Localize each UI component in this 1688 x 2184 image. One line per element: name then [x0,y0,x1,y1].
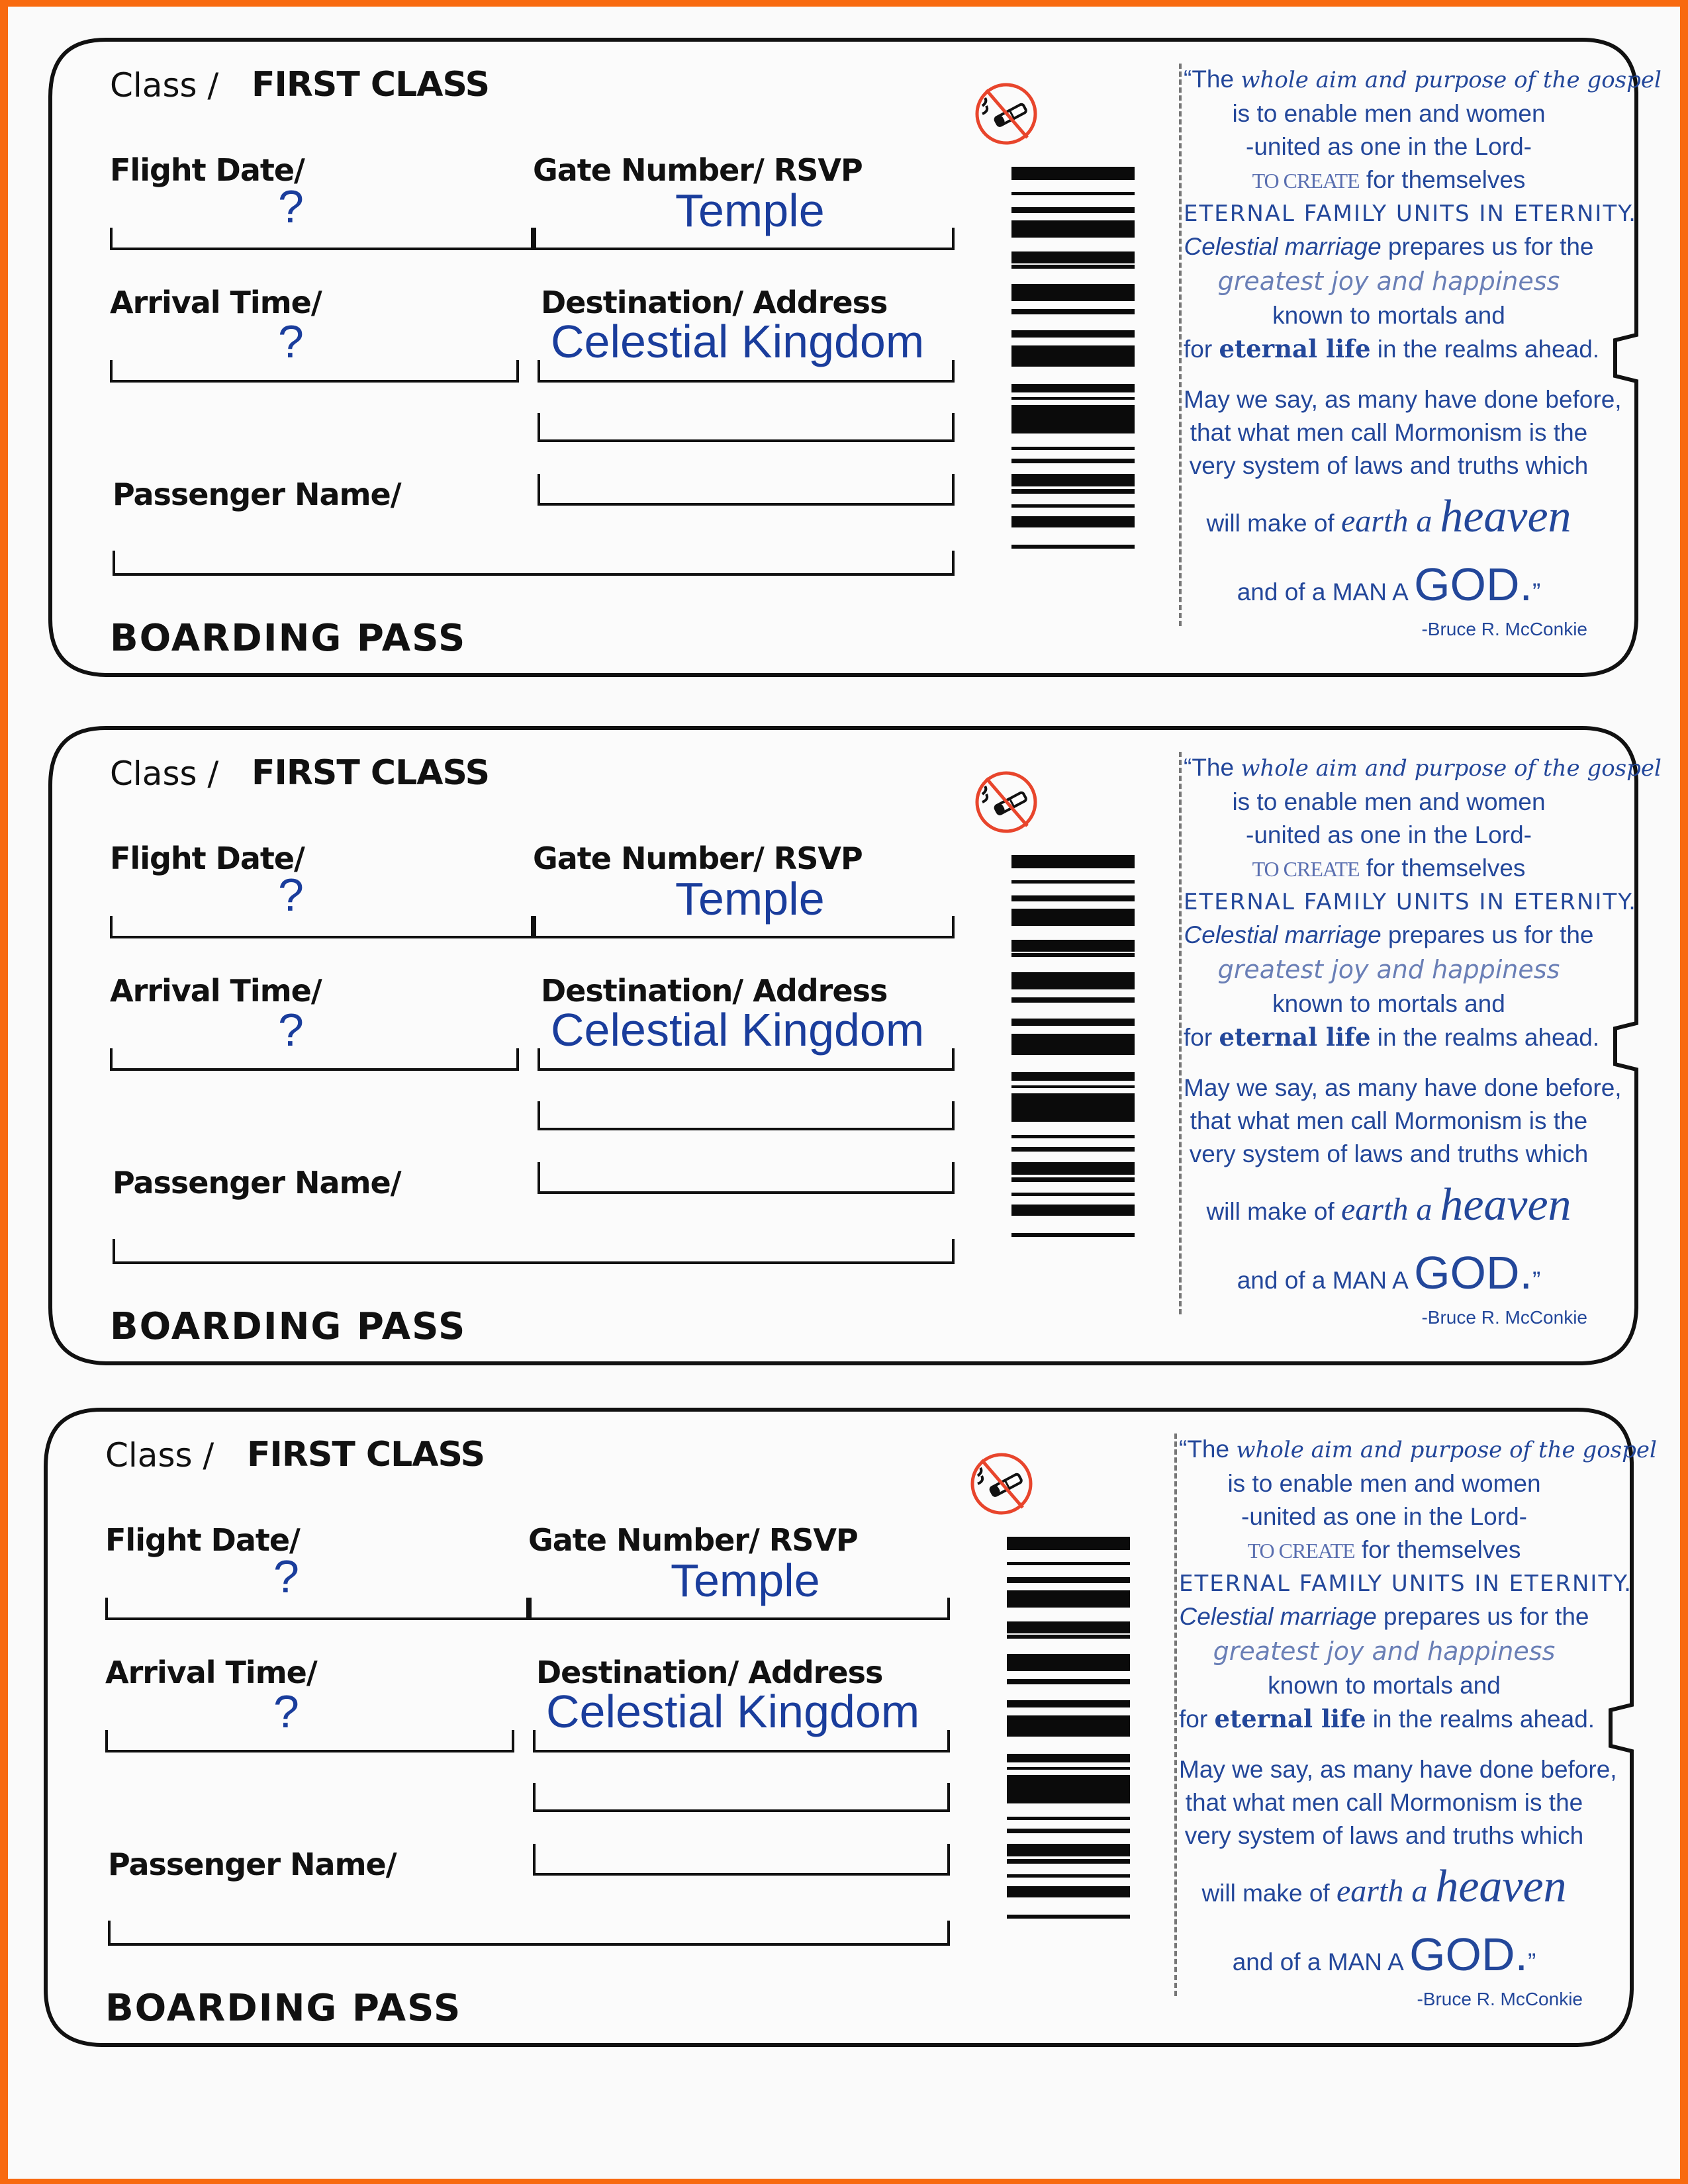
arrival-time-field[interactable] [110,360,519,383]
address-line-1-field[interactable] [538,413,955,442]
flight-date-value: ? [278,181,304,232]
boarding-pass-title: BOARDING PASS [110,1305,467,1348]
arrival-time-field[interactable] [105,1730,514,1752]
barcode-bar [1007,1915,1130,1919]
barcode-bar [1011,489,1135,494]
quote-line: for eternal life in the realms ahead. [1184,334,1600,363]
barcode-bar [1007,1829,1130,1833]
barcode-bar [1011,207,1135,213]
gate-label: Gate Number/ RSVP [533,841,863,876]
destination-field[interactable] [538,1048,955,1071]
barcode-bar [1007,1754,1130,1762]
quote-line: will make of earth a heaven [1206,491,1571,542]
arrival-time-value: ? [278,1004,304,1056]
flight-date-field[interactable] [105,1598,529,1620]
class-label: Class / [110,66,219,105]
quote-line: greatest joy and happiness [1217,267,1560,296]
quote-line: May we say, as many have done before, [1184,386,1622,413]
arrival-time-label: Arrival Time/ [110,973,322,1009]
barcode-bar [1007,1562,1130,1566]
barcode-bar [1011,397,1135,400]
address-line-2-field[interactable] [538,474,955,506]
barcode-bar [1007,1654,1130,1671]
arrival-time-label: Arrival Time/ [105,1655,317,1690]
barcode-bar [1007,1859,1130,1864]
class-label: Class / [105,1436,214,1475]
barcode-bar [1011,1034,1135,1055]
passenger-name-field[interactable] [113,1239,955,1264]
gate-value: Temple [671,1555,820,1606]
barcode-bar [1011,284,1135,301]
barcode-bar [1011,972,1135,989]
barcode-bar [1011,909,1135,926]
no-smoking-icon [973,769,1039,835]
barcode-bar [1011,309,1135,315]
barcode-bar [1011,405,1135,434]
barcode-bar [1011,855,1135,868]
barcode-bar [1007,1715,1130,1737]
barcode-bar [1007,1817,1130,1819]
quote-line: -united as one in the Lord- [1246,821,1532,848]
quote-line: and of a MAN A GOD.” [1237,559,1541,610]
quote-line: for eternal life in the realms ahead. [1184,1023,1600,1052]
address-line-2-field[interactable] [538,1162,955,1194]
barcode-bar [1011,1193,1135,1195]
flight-date-label: Flight Date/ [110,152,305,188]
barcode-bar [1011,345,1135,367]
barcode-bar [1011,1177,1135,1182]
no-smoking-icon [973,81,1039,147]
quote-line: will make of earth a heaven [1201,1861,1567,1912]
quote-line: -united as one in the Lord- [1241,1503,1527,1530]
destination-label: Destination/ Address [536,1655,883,1690]
gate-value: Temple [675,185,825,236]
flight-date-label: Flight Date/ [110,841,305,876]
quote-line: very system of laws and truths which [1189,1140,1589,1167]
quote-line: greatest joy and happiness [1213,1637,1556,1666]
boarding-pass-ticket-3 [42,1407,1657,2049]
quote-line: greatest joy and happiness [1217,955,1560,984]
gate-field[interactable] [534,228,955,250]
quote-line: that what men call Mormonism is the [1190,419,1588,446]
quote-line: May we say, as many have done before, [1184,1074,1622,1101]
destination-field[interactable] [538,360,955,383]
quote-line: that what men call Mormonism is the [1185,1789,1583,1816]
passenger-name-label: Passenger Name/ [108,1846,397,1882]
passenger-name-label: Passenger Name/ [113,1165,401,1201]
destination-label: Destination/ Address [541,973,888,1009]
quote-line: and of a MAN A GOD.” [1232,1929,1536,1980]
flight-date-label: Flight Date/ [105,1522,300,1558]
gate-value: Temple [675,873,825,925]
destination-label: Destination/ Address [541,285,888,320]
quote-line: known to mortals and [1272,990,1505,1017]
quote-line: very system of laws and truths which [1184,1822,1584,1849]
quote-citation: -Bruce R. McConkie [1417,1989,1583,2009]
barcode-bar [1011,330,1135,338]
address-line-2-field[interactable] [533,1844,950,1876]
gate-field[interactable] [529,1598,950,1620]
barcode-bar [1007,1621,1130,1634]
barcode-bar [1007,1874,1130,1877]
barcode-bar [1011,167,1135,180]
class-value: FIRST CLASS [252,753,490,793]
barcode-bar [1007,1775,1130,1804]
quote-line: known to mortals and [1272,302,1505,329]
barcode-bar [1011,1085,1135,1088]
barcode-bar [1011,220,1135,238]
barcode-bar [1007,1844,1130,1856]
barcode-bar [1007,1679,1130,1685]
quote-line: is to enable men and women [1232,100,1546,127]
barcode-bar [1011,545,1135,549]
class-label: Class / [110,754,219,793]
barcode-bar [1011,265,1135,269]
flight-date-field[interactable] [110,228,534,250]
barcode-bar [1011,516,1135,527]
barcode-bar [1011,251,1135,264]
barcode-bar [1011,1019,1135,1026]
barcode-bar [1007,1886,1130,1897]
arrival-time-field[interactable] [110,1048,519,1071]
quote-line: May we say, as many have done before, [1179,1756,1617,1783]
barcode-bar [1007,1537,1130,1550]
barcode-bar [1011,895,1135,901]
barcode-bar [1011,880,1135,884]
gate-label: Gate Number/ RSVP [533,152,863,188]
boarding-pass-ticket-1 [46,37,1662,679]
barcode-bar [1011,474,1135,486]
barcode-bar [1011,504,1135,507]
quote-line: TO CREATE for themselves [1252,854,1526,882]
quote-line: -united as one in the Lord- [1246,133,1532,160]
barcode-bar [1011,1147,1135,1152]
quote-line: for eternal life in the realms ahead. [1179,1704,1595,1733]
quote-line: is to enable men and women [1227,1470,1541,1497]
quote-line: TO CREATE for themselves [1247,1536,1521,1563]
quote-line: known to mortals and [1268,1672,1501,1699]
passenger-name-field[interactable] [113,551,955,576]
barcode-bar [1011,953,1135,957]
quote-citation: -Bruce R. McConkie [1421,1307,1587,1328]
boarding-pass-ticket-2 [46,725,1662,1367]
barcode-bar [1007,1577,1130,1583]
barcode-bar [1011,997,1135,1003]
boarding-pass-title: BOARDING PASS [105,1987,462,2030]
gate-label: Gate Number/ RSVP [528,1522,858,1558]
perforation-divider [1179,64,1182,626]
flight-date-field[interactable] [110,916,534,938]
class-value: FIRST CLASS [252,65,490,105]
quote-block [1179,1432,1657,2010]
quote-line: ETERNAL FAMILY UNITS IN ETERNITY. [1179,1570,1632,1597]
boarding-pass-title: BOARDING PASS [110,617,467,660]
address-line-1-field[interactable] [538,1101,955,1130]
quote-line: “The whole aim and purpose of the gospel [1184,754,1662,782]
destination-value: Celestial Kingdom [546,1686,920,1737]
barcode-bar [1007,1700,1130,1708]
quote-line: very system of laws and truths which [1189,452,1589,479]
barcode-bar [1011,1162,1135,1175]
destination-value: Celestial Kingdom [551,1004,925,1056]
perforation-divider [1174,1433,1177,1996]
flight-date-value: ? [278,869,304,921]
quote-line: Celestial marriage prepares us for the [1184,233,1594,260]
barcode-bar [1007,1635,1130,1639]
barcode-bar [1011,1233,1135,1237]
barcode-bar [1011,384,1135,392]
quote-line: ETERNAL FAMILY UNITS IN ETERNITY. [1184,889,1637,915]
arrival-time-value: ? [273,1686,299,1737]
barcode-bar [1011,192,1135,196]
arrival-time-value: ? [278,316,304,367]
quote-line: ETERNAL FAMILY UNITS IN ETERNITY. [1184,201,1637,227]
quote-citation: -Bruce R. McConkie [1421,619,1587,639]
destination-value: Celestial Kingdom [551,316,925,367]
barcode-bar [1011,1135,1135,1138]
passenger-name-label: Passenger Name/ [113,477,401,512]
barcode-bar [1011,1093,1135,1122]
quote-line: that what men call Mormonism is the [1190,1107,1588,1134]
barcode-bar [1011,1205,1135,1216]
address-line-1-field[interactable] [533,1783,950,1812]
quote-line: “The whole aim and purpose of the gospel [1184,66,1662,93]
quote-line: is to enable men and women [1232,788,1546,815]
quote-block [1184,62,1662,640]
barcode-bar [1011,447,1135,449]
quote-line: “The whole aim and purpose of the gospel [1179,1435,1657,1463]
barcode-bar [1011,940,1135,952]
barcode-bar [1011,459,1135,463]
arrival-time-label: Arrival Time/ [110,285,322,320]
barcode-bar [1011,1072,1135,1081]
perforation-divider [1179,752,1182,1314]
class-value: FIRST CLASS [247,1435,485,1475]
quote-line: TO CREATE for themselves [1252,166,1526,193]
quote-line: Celestial marriage prepares us for the [1184,921,1594,948]
passenger-name-field[interactable] [108,1921,950,1946]
gate-field[interactable] [534,916,955,938]
quote-line: will make of earth a heaven [1206,1179,1571,1230]
barcode-bar [1007,1767,1130,1770]
quote-line: Celestial marriage prepares us for the [1179,1603,1589,1630]
quote-line: and of a MAN A GOD.” [1237,1247,1541,1298]
quote-block [1184,751,1662,1328]
flight-date-value: ? [273,1551,299,1602]
no-smoking-icon [968,1451,1035,1517]
barcode-bar [1007,1590,1130,1608]
destination-field[interactable] [533,1730,950,1752]
